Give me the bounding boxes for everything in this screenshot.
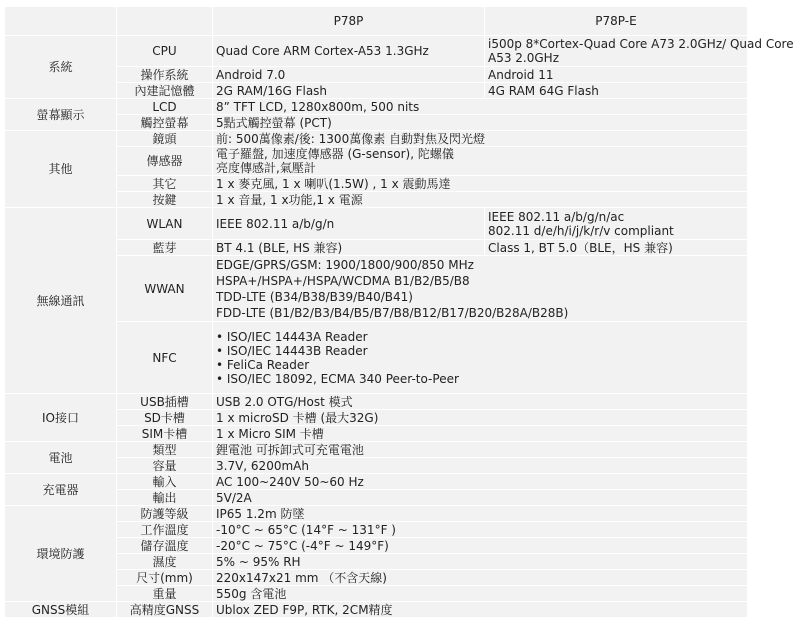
table-row — [5, 83, 748, 99]
table-row — [5, 490, 748, 506]
ip-label: 防護等級 — [117, 506, 213, 522]
table-row — [5, 67, 748, 83]
touch-label: 觸控螢幕 — [117, 115, 213, 131]
cpu-p78p: Quad Core ARM Cortex-A53 1.3GHz — [213, 36, 485, 67]
nfc-item: • ISO/IEC 14443A Reader — [216, 329, 368, 344]
table-row — [5, 208, 748, 240]
table-row — [5, 570, 748, 586]
humidity-label: 濕度 — [117, 554, 213, 570]
cpu-p78pe-line2: A53 2.0GHz — [488, 51, 559, 65]
wwan-value — [213, 256, 748, 322]
battery-type-value: 鋰電池 可拆卸式可充電電池 — [213, 442, 748, 458]
cpu-p78pe-line1: i500p 8*Cortex-Quad Core A73 2.0GHz/ Quad Core — [488, 37, 794, 51]
bluetooth-p78p: BT 4.1 (BLE, HS 兼容) — [213, 240, 485, 256]
wlan-label: WLAN — [117, 208, 213, 240]
wlan-p78pe-line1: IEEE 802.11 a/b/g/n/ac — [488, 209, 625, 224]
os-p78pe: Android 11 — [485, 67, 748, 83]
table-row — [5, 322, 748, 394]
memory-p78p: 2G RAM/16G Flash — [213, 83, 485, 99]
sensor-label: 傳感器 — [117, 147, 213, 176]
table-row — [5, 115, 748, 131]
charger-input-value: AC 100~240V 50~60 Hz — [213, 474, 748, 490]
storage-temp-value: -20°C ~ 75°C (-4°F ~ 149°F) — [213, 538, 748, 554]
usb-value: USB 2.0 OTG/Host 模式 — [213, 394, 748, 410]
category-gnss: GNSS模組 — [5, 602, 117, 618]
os-p78p: Android 7.0 — [213, 67, 485, 83]
table-row — [5, 522, 748, 538]
category-charger: 充電器 — [5, 474, 117, 506]
memory-p78pe: 4G RAM 64G Flash — [485, 83, 748, 99]
misc-label: 其它 — [117, 176, 213, 192]
usb-label: USB插槽 — [117, 394, 213, 410]
sd-label: SD卡槽 — [117, 410, 213, 426]
table-row — [5, 586, 748, 602]
category-environment: 環境防護 — [5, 506, 117, 602]
wlan-p78pe — [485, 208, 748, 240]
nfc-item: • FeliCa Reader — [216, 357, 310, 372]
header-blank — [5, 7, 117, 36]
weight-value: 550g 含電池 — [213, 586, 748, 602]
charger-output-value: 5V/2A — [213, 490, 748, 506]
sensor-line1: 電子羅盤, 加速度傳感器 (G-sensor), 陀螺儀 — [216, 147, 454, 161]
nfc-item: • ISO/IEC 18092, ECMA 340 Peer-to-Peer — [216, 371, 459, 386]
category-io: IO接口 — [5, 394, 117, 442]
table-row — [5, 176, 748, 192]
table-row — [5, 99, 748, 115]
cpu-label: CPU — [117, 36, 213, 67]
table-row — [5, 131, 748, 147]
operating-temp-value: -10°C ~ 65°C (14°F ~ 131°F ) — [213, 522, 748, 538]
lcd-value: 8” TFT LCD, 1280x800m, 500 nits — [213, 99, 748, 115]
table-row — [5, 394, 748, 410]
nfc-label: NFC — [117, 322, 213, 394]
wwan-label: WWAN — [117, 256, 213, 322]
sensor-value — [213, 147, 748, 176]
wwan-line4: FDD-LTE (B1/B2/B3/B4/B5/B7/B8/B12/B17/B20/B28A/B28B) — [216, 305, 569, 320]
touch-value: 5點式觸控螢幕 (PCT) — [213, 115, 748, 131]
misc-value: 1 x 麥克風, 1 x 喇叭(1.5W) , 1 x 震動馬達 — [213, 176, 748, 192]
humidity-value: 5% ~ 95% RH — [213, 554, 748, 570]
sensor-line2: 亮度傳感計,氣壓計 — [216, 161, 316, 175]
memory-label: 內建記憶體 — [117, 83, 213, 99]
sd-value: 1 x microSD 卡槽 (最大32G) — [213, 410, 748, 426]
storage-temp-label: 儲存溫度 — [117, 538, 213, 554]
charger-output-label: 輸出 — [117, 490, 213, 506]
battery-type-label: 類型 — [117, 442, 213, 458]
gnss-label: 高精度GNSS — [117, 602, 213, 618]
category-wireless: 無線通訊 — [5, 208, 117, 394]
weight-label: 重量 — [117, 586, 213, 602]
table-row — [5, 602, 748, 618]
bluetooth-p78pe: Class 1, BT 5.0（BLE，HS 兼容) — [485, 240, 748, 256]
cpu-p78pe — [485, 36, 794, 67]
ip-value: IP65 1.2m 防墜 — [213, 506, 748, 522]
table-row — [5, 554, 748, 570]
table-row — [5, 256, 748, 322]
header-row — [5, 7, 748, 36]
header-blank-2 — [117, 7, 213, 36]
sim-label: SIM卡槽 — [117, 426, 213, 442]
nfc-value — [213, 322, 748, 394]
battery-capacity-label: 容量 — [117, 458, 213, 474]
size-label: 尺寸(mm) — [117, 570, 213, 586]
wwan-line2: HSPA+/HSPA+/HSPA/WCDMA B1/B2/B5/B8 — [216, 273, 470, 288]
table-row — [5, 36, 748, 67]
table-row — [5, 474, 748, 490]
table-row — [5, 147, 748, 176]
category-other: 其他 — [5, 131, 117, 208]
category-display: 螢幕顯示 — [5, 99, 117, 131]
bluetooth-label: 藍芽 — [117, 240, 213, 256]
camera-label: 鏡頭 — [117, 131, 213, 147]
table-row — [5, 442, 748, 458]
table-row — [5, 410, 748, 426]
table-row — [5, 538, 748, 554]
model-p78p-header: P78P — [213, 7, 485, 36]
lcd-label: LCD — [117, 99, 213, 115]
keys-value: 1 x 音量, 1 x功能,1 x 電源 — [213, 192, 748, 208]
size-value: 220x147x21 mm （不含天線) — [213, 570, 748, 586]
model-p78pe-header: P78P-E — [485, 7, 748, 36]
wwan-line3: TDD-LTE (B34/B38/B39/B40/B41) — [216, 289, 413, 304]
spec-table — [4, 6, 794, 618]
table-row — [5, 458, 748, 474]
wwan-line1: EDGE/GPRS/GSM: 1900/1800/900/850 MHz — [216, 257, 474, 272]
nfc-item: • ISO/IEC 14443B Reader — [216, 343, 368, 358]
table-row — [5, 506, 748, 522]
category-battery: 電池 — [5, 442, 117, 474]
camera-value: 前: 500萬像素/後: 1300萬像素 自動對焦及閃光燈 — [213, 131, 748, 147]
battery-capacity-value: 3.7V, 6200mAh — [213, 458, 748, 474]
wlan-p78pe-line2: 802.11 d/e/h/i/j/k/r/v compliant — [488, 223, 674, 238]
table-row — [5, 426, 748, 442]
table-row — [5, 192, 748, 208]
table-row — [5, 240, 748, 256]
operating-temp-label: 工作溫度 — [117, 522, 213, 538]
sim-value: 1 x Micro SIM 卡槽 — [213, 426, 748, 442]
keys-label: 按鍵 — [117, 192, 213, 208]
category-system: 系統 — [5, 36, 117, 99]
charger-input-label: 輸入 — [117, 474, 213, 490]
gnss-value: Ublox ZED F9P, RTK, 2CM精度 — [213, 602, 748, 618]
wlan-p78p: IEEE 802.11 a/b/g/n — [213, 208, 485, 240]
os-label: 操作系統 — [117, 67, 213, 83]
